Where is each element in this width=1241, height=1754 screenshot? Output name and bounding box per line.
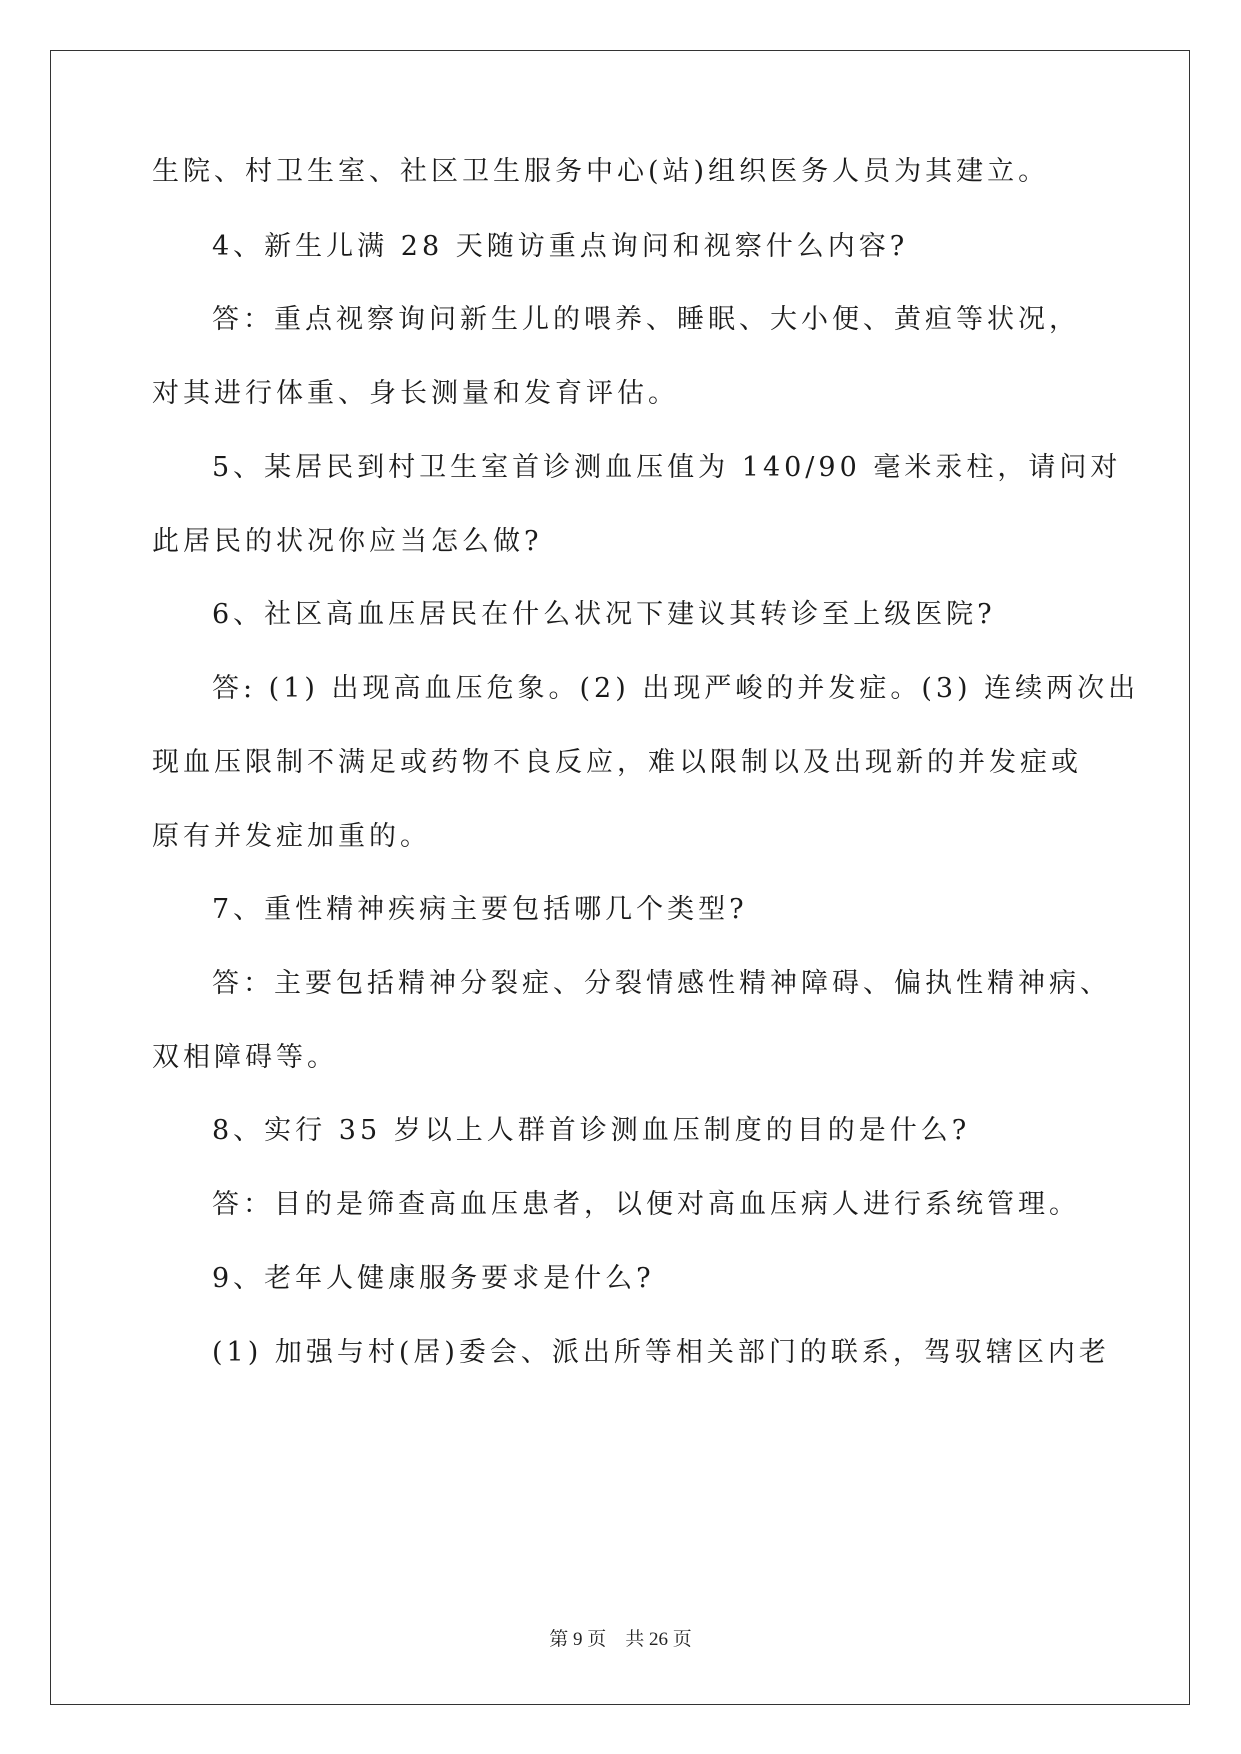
text-line: 9、老年人健康服务要求是什么? (212, 1263, 655, 1294)
text-line: 答：目的是筛查高血压患者，以便对高血压病人进行系统管理。 (212, 1189, 1080, 1220)
text-line: 答: (1) 出现高血压危象。(2) 出现严峻的并发症。(3) 连续两次出 (212, 673, 1140, 704)
text-line: 6、社区高血压居民在什么状况下建议其转诊至上级医院? (212, 599, 996, 630)
text-line: 生院、村卫生室、社区卫生服务中心(站)组织医务人员为其建立。 (152, 156, 1050, 187)
text-line: 现血压限制不满足或药物不良反应，难以限制以及出现新的并发症或 (152, 747, 1082, 778)
text-line: 此居民的状况你应当怎么做? (152, 526, 543, 557)
text-line: 答：主要包括精神分裂症、分裂情感性精神障碍、偏执性精神病、 (212, 968, 1111, 999)
text-line: 8、实行 35 岁以上人群首诊测血压制度的目的是什么? (212, 1115, 971, 1146)
text-line: 对其进行体重、身长测量和发育评估。 (152, 378, 679, 409)
text-line: 原有并发症加重的。 (152, 821, 431, 852)
text-line: 4、新生儿满 28 天随访重点询问和视察什么内容? (212, 231, 909, 262)
page-border (50, 50, 1190, 1705)
text-line: 答：重点视察询问新生儿的喂养、睡眠、大小便、黄疸等状况， (212, 304, 1080, 335)
text-line: 5、某居民到村卫生室首诊测血压值为 140/90 毫米汞柱，请问对 (212, 452, 1122, 483)
page-number-footer: 第 9 页 共 26 页 (549, 1629, 692, 1650)
text-line: 双相障碍等。 (152, 1042, 338, 1073)
text-line: 7、重性精神疾病主要包括哪几个类型? (212, 894, 748, 925)
text-line: (1) 加强与村(居)委会、派出所等相关部门的联系，驾驭辖区内老 (212, 1337, 1110, 1368)
